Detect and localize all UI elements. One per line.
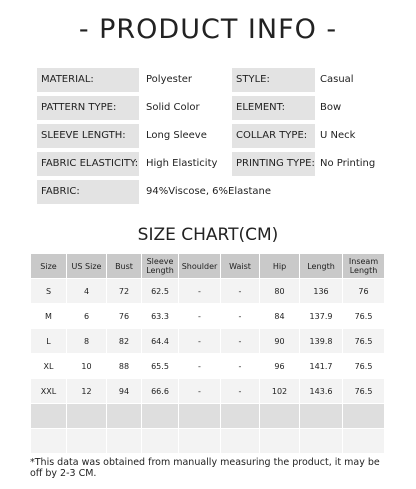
- table-row: [31, 279, 385, 304]
- table-cell: -: [179, 279, 221, 304]
- table-cell: 12: [67, 379, 107, 404]
- element-value: Bow: [320, 102, 342, 113]
- size-chart-table: [30, 253, 385, 454]
- style-value: Casual: [320, 74, 354, 85]
- table-cell: 141.7: [300, 354, 343, 379]
- empty-cell: [179, 429, 221, 454]
- header-cell: Inseam Length: [343, 254, 385, 279]
- element-label: ELEMENT:: [232, 96, 315, 120]
- empty-cell: [343, 429, 385, 454]
- table-cell: 139.8: [300, 329, 343, 354]
- header-cell: Hip: [260, 254, 300, 279]
- empty-cell: [300, 429, 343, 454]
- table-cell: 94: [107, 379, 142, 404]
- sleeve-length-value: Long Sleeve: [146, 130, 207, 141]
- table-cell: 88: [107, 354, 142, 379]
- table-cell: -: [221, 354, 260, 379]
- printing-type-label: PRINTING TYPE:: [232, 152, 315, 176]
- table-cell: 76.5: [343, 354, 385, 379]
- empty-cell: [221, 404, 260, 429]
- table-cell: S: [31, 279, 67, 304]
- collar-type-value: U Neck: [320, 130, 356, 141]
- header-cell: Size: [31, 254, 67, 279]
- empty-cell: [142, 429, 179, 454]
- empty-cell: [67, 429, 107, 454]
- table-cell: 84: [260, 304, 300, 329]
- header-row: [31, 254, 385, 279]
- empty-cell: [31, 404, 67, 429]
- empty-cell: [260, 429, 300, 454]
- size-chart-title: SIZE CHART(CM): [137, 225, 279, 245]
- table-cell: 63.3: [142, 304, 179, 329]
- table-cell: M: [31, 304, 67, 329]
- table-cell: 8: [67, 329, 107, 354]
- table-cell: 72: [107, 279, 142, 304]
- table-cell: 143.6: [300, 379, 343, 404]
- empty-cell: [343, 404, 385, 429]
- empty-cell: [107, 404, 142, 429]
- table-cell: 136: [300, 279, 343, 304]
- table-cell: XL: [31, 354, 67, 379]
- measurement-note: *This data was obtained from manually measuring the product, it may be off by 2-3 CM.: [30, 457, 380, 479]
- table-cell: 82: [107, 329, 142, 354]
- table-cell: 76: [343, 279, 385, 304]
- table-cell: 64.4: [142, 329, 179, 354]
- material-label: MATERIAL:: [37, 68, 139, 92]
- header-cell: Sleeve Length: [142, 254, 179, 279]
- fabric-elasticity-label: FABRIC ELASTICITY:: [37, 152, 139, 176]
- fabric-elasticity-value: High Elasticity: [146, 158, 218, 169]
- header-cell: Shoulder: [179, 254, 221, 279]
- table-cell: -: [179, 354, 221, 379]
- table-cell: 76.5: [343, 304, 385, 329]
- sleeve-length-label: SLEEVE LENGTH:: [37, 124, 139, 148]
- empty-cell: [179, 404, 221, 429]
- table-cell: 62.5: [142, 279, 179, 304]
- table-cell: 6: [67, 304, 107, 329]
- empty-cell: [67, 404, 107, 429]
- header-cell: Length: [300, 254, 343, 279]
- empty-cell: [260, 404, 300, 429]
- pattern-type-label: PATTERN TYPE:: [37, 96, 139, 120]
- table-row: [31, 354, 385, 379]
- table-cell: 76.5: [343, 329, 385, 354]
- fabric-label: FABRIC:: [37, 180, 139, 204]
- table-cell: 65.5: [142, 354, 179, 379]
- table-cell: XXL: [31, 379, 67, 404]
- header-cell: Bust: [107, 254, 142, 279]
- header-cell: Waist: [221, 254, 260, 279]
- table-cell: 10: [67, 354, 107, 379]
- table-cell: L: [31, 329, 67, 354]
- table-cell: 102: [260, 379, 300, 404]
- table-cell: -: [179, 379, 221, 404]
- header-cell: US Size: [67, 254, 107, 279]
- empty-cell: [107, 429, 142, 454]
- empty-cell: [300, 404, 343, 429]
- table-cell: 80: [260, 279, 300, 304]
- fabric-value: 94%Viscose, 6%Elastane: [146, 186, 272, 197]
- page-title: - PRODUCT INFO -: [78, 14, 338, 45]
- table-cell: 4: [67, 279, 107, 304]
- table-cell: 96: [260, 354, 300, 379]
- table-cell: -: [179, 304, 221, 329]
- empty-cell: [221, 429, 260, 454]
- material-value: Polyester: [146, 74, 193, 85]
- table-cell: -: [221, 279, 260, 304]
- table-row: [31, 329, 385, 354]
- table-cell: -: [221, 304, 260, 329]
- table-cell: 76: [107, 304, 142, 329]
- table-row: [31, 304, 385, 329]
- table-cell: 76.5: [343, 379, 385, 404]
- table-cell: 90: [260, 329, 300, 354]
- empty-cell: [142, 404, 179, 429]
- table-cell: -: [221, 379, 260, 404]
- empty-row: [31, 404, 385, 429]
- table-row: [31, 379, 385, 404]
- table-cell: -: [221, 329, 260, 354]
- collar-type-label: COLLAR TYPE:: [232, 124, 315, 148]
- table-cell: 137.9: [300, 304, 343, 329]
- style-label: STYLE:: [232, 68, 315, 92]
- empty-row: [31, 429, 385, 454]
- table-cell: -: [179, 329, 221, 354]
- table-cell: 66.6: [142, 379, 179, 404]
- printing-type-value: No Printing: [320, 158, 376, 169]
- empty-cell: [31, 429, 67, 454]
- pattern-type-value: Solid Color: [146, 102, 200, 113]
